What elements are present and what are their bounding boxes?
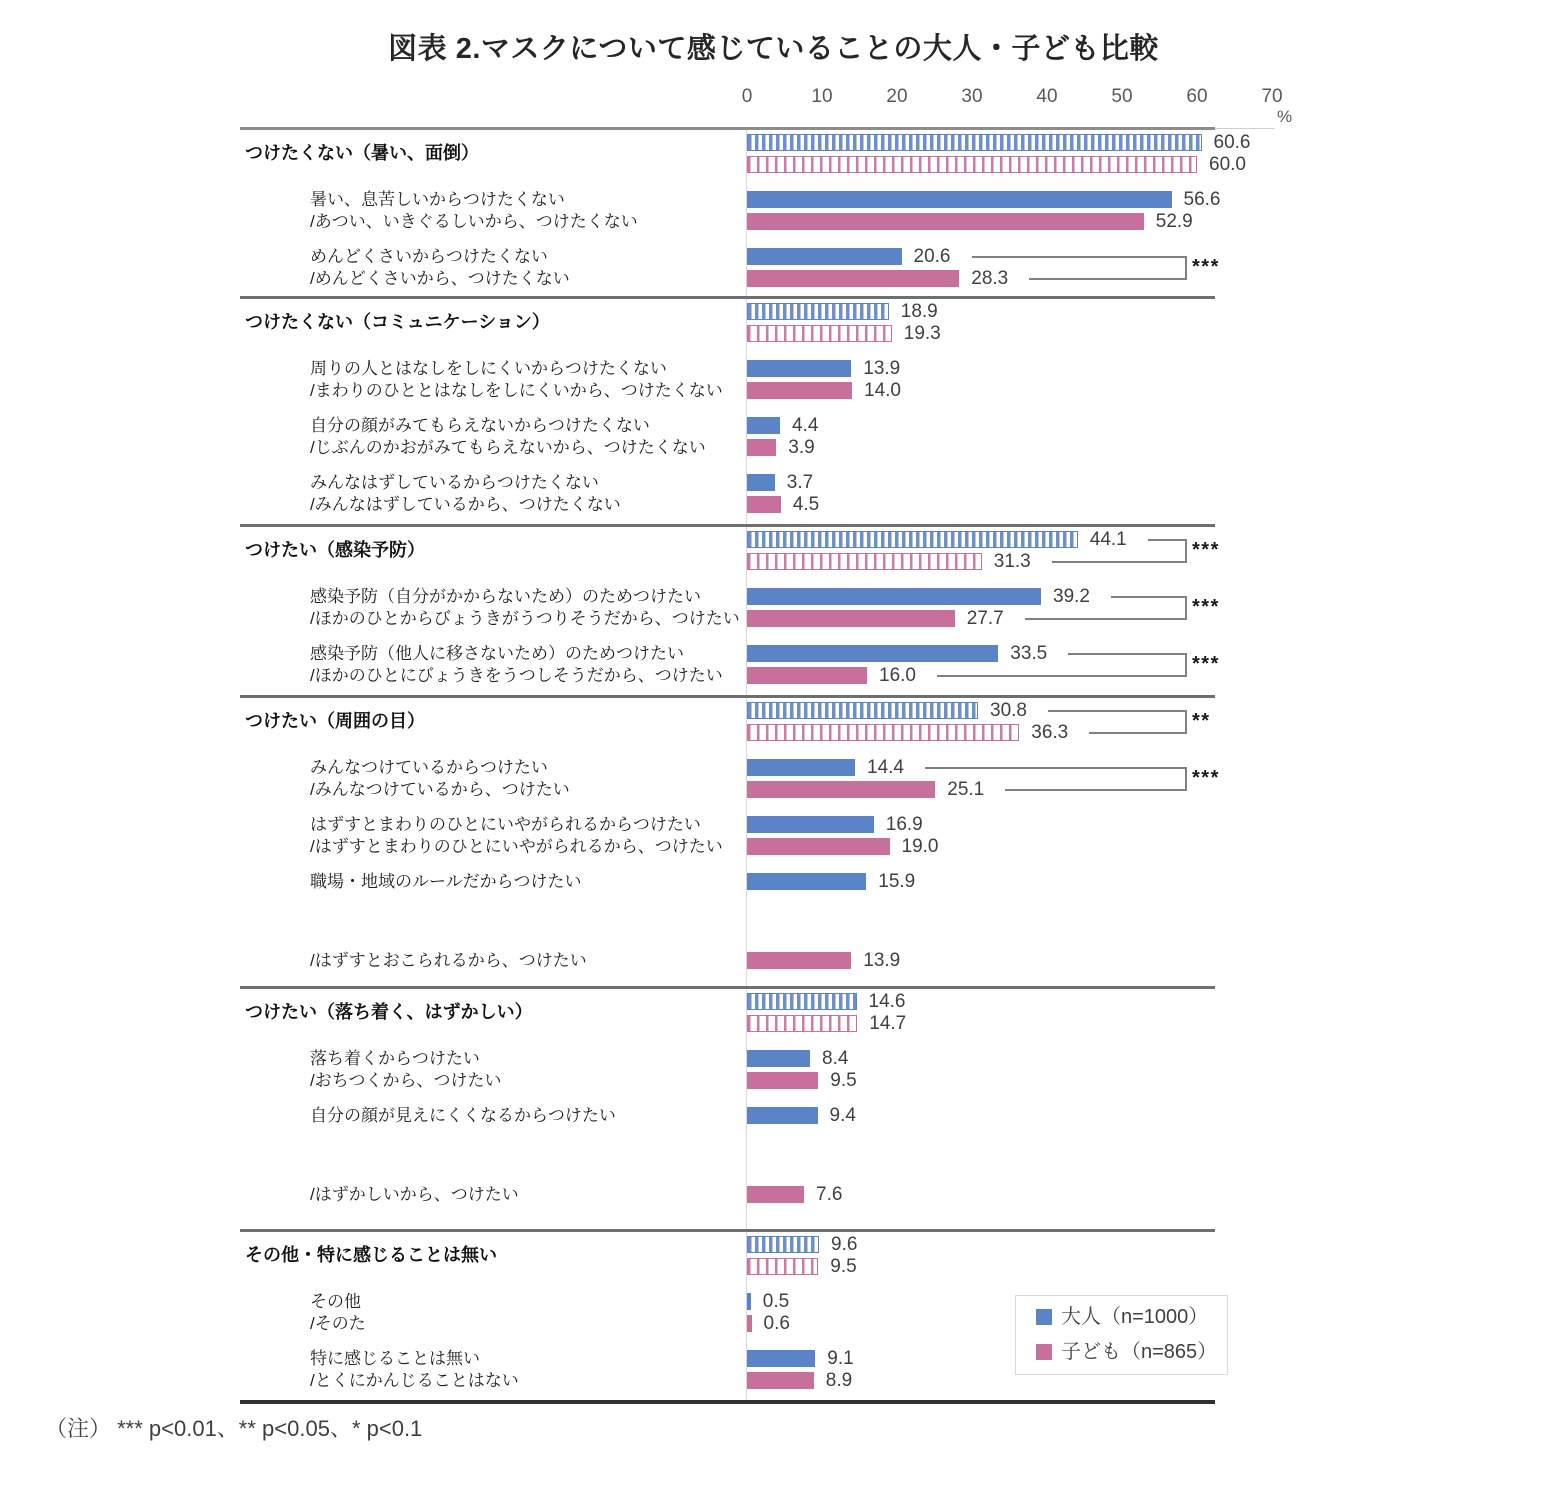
section-divider xyxy=(240,695,1215,698)
category-label-adult: 暑い、息苦しいからつけたくない xyxy=(310,190,565,209)
axis-unit-label: % xyxy=(1277,107,1293,126)
legend xyxy=(1015,1295,1228,1375)
axis-tick-label: 20 xyxy=(886,86,908,107)
adult-bar-hatched xyxy=(747,303,889,320)
value-label: 60.0 xyxy=(1209,154,1246,175)
section-divider xyxy=(240,524,1215,527)
category-label-child: /そのた xyxy=(310,1314,366,1333)
child-bar-hatched xyxy=(747,1015,857,1032)
axis-tick-label: 40 xyxy=(1036,86,1058,107)
legend-label: 大人（n=1000） xyxy=(1061,1306,1209,1328)
adult-bar xyxy=(747,873,866,890)
child-bar-hatched xyxy=(747,553,982,570)
significance-bracket-top xyxy=(925,767,1185,769)
value-label: 25.1 xyxy=(947,779,985,800)
significance-bracket-top xyxy=(1068,653,1185,655)
child-bar xyxy=(747,213,1144,230)
value-label: 14.7 xyxy=(869,1013,907,1034)
value-label: 14.6 xyxy=(868,991,906,1012)
category-label-adult: 自分の顔が見えにくくなるからつけたい xyxy=(310,1106,616,1125)
value-label: 0.5 xyxy=(762,1291,790,1312)
chart-bottom-border xyxy=(240,1400,1215,1404)
value-label: 3.9 xyxy=(788,437,815,458)
category-label-adult: 感染予防（他人に移さないため）のためつけたい xyxy=(310,644,684,663)
value-label: 56.6 xyxy=(1183,189,1221,210)
significance-bracket-bottom xyxy=(1052,561,1185,563)
adult-bar-hatched xyxy=(747,531,1078,548)
legend-label: 子ども（n=865） xyxy=(1061,1341,1218,1363)
axis-tick-label: 60 xyxy=(1186,86,1208,107)
value-label: 52.9 xyxy=(1155,211,1193,232)
significance-stars: *** xyxy=(1192,653,1220,675)
significance-bracket-bottom xyxy=(1005,789,1185,791)
value-label: 44.1 xyxy=(1089,529,1127,550)
category-label-child: /おちつくから、つけたい xyxy=(310,1071,502,1090)
child-bar-hatched xyxy=(747,1258,818,1275)
significance-bracket-bottom xyxy=(1029,278,1185,280)
value-label: 16.9 xyxy=(885,814,923,835)
significance-bracket-right xyxy=(1185,596,1187,620)
value-label: 13.9 xyxy=(863,950,901,971)
value-label: 28.3 xyxy=(971,268,1009,289)
category-label-adult: みんなつけているからつけたい xyxy=(310,758,548,777)
adult-bar xyxy=(747,759,855,776)
significance-bracket-top xyxy=(1148,539,1185,541)
value-label: 18.9 xyxy=(900,301,938,322)
child-bar xyxy=(747,1372,814,1389)
category-label-adult: 周りの人とはなしをしにくいからつけたくない xyxy=(310,359,667,378)
category-label-child: /あつい、いきぐるしいから、つけたくない xyxy=(310,212,638,231)
child-bar-hatched xyxy=(747,156,1197,173)
significance-bracket-right xyxy=(1185,653,1187,677)
value-label: 0.6 xyxy=(763,1313,790,1334)
category-label-child: /みんなはずしているから、つけたくない xyxy=(310,495,621,514)
category-label-child: /はずかしいから、つけたい xyxy=(310,1185,519,1204)
section-header-label: つけたい（落ち着く、はずかしい） xyxy=(245,1002,533,1022)
value-label: 20.6 xyxy=(913,246,951,267)
significance-stars: *** xyxy=(1192,767,1220,789)
legend-swatch xyxy=(1036,1309,1052,1325)
value-label: 60.6 xyxy=(1213,132,1251,153)
child-bar xyxy=(747,781,935,798)
axis-tick-label: 0 xyxy=(741,86,753,107)
category-label-child: /じぶんのかおがみてもらえないから、つけたくない xyxy=(310,438,706,457)
child-bar xyxy=(747,270,959,287)
adult-bar xyxy=(747,1050,810,1067)
value-label: 7.6 xyxy=(816,1184,843,1205)
category-label-adult: はずすとまわりのひとにいやがられるからつけたい xyxy=(310,815,701,834)
axis-tick-label: 70 xyxy=(1261,86,1283,107)
value-label: 31.3 xyxy=(993,551,1031,572)
significance-bracket-top xyxy=(1048,710,1185,712)
section-divider xyxy=(240,296,1215,299)
category-label-adult: 特に感じることは無い xyxy=(310,1349,480,1368)
value-label: 14.4 xyxy=(867,757,904,778)
category-label-adult: その他 xyxy=(310,1292,361,1311)
adult-bar xyxy=(747,191,1172,208)
category-label-child: /はずすとおこられるから、つけたい xyxy=(310,951,587,970)
adult-bar xyxy=(747,248,902,265)
value-label: 9.5 xyxy=(830,1256,857,1277)
value-label: 33.5 xyxy=(1010,643,1048,664)
value-label: 3.7 xyxy=(786,472,814,493)
axis-tick-label: 10 xyxy=(811,86,833,107)
significance-bracket-right xyxy=(1185,767,1187,791)
section-header-label: つけたい（周囲の目） xyxy=(245,711,425,731)
value-label: 4.5 xyxy=(792,494,820,515)
chart-title: 図表 2.マスクについて感じていることの大人・子ども比較 xyxy=(388,33,1159,65)
category-label-child: /まわりのひととはなしをしにくいから、つけたくない xyxy=(310,381,723,400)
axis-tick-label: 50 xyxy=(1111,86,1133,107)
section-header-label: つけたくない（コミュニケーション） xyxy=(245,312,550,332)
child-bar xyxy=(747,382,852,399)
child-bar-hatched xyxy=(747,724,1019,741)
child-bar xyxy=(747,610,955,627)
category-label-child: /はずすとまわりのひとにいやがられるから、つけたい xyxy=(310,837,723,856)
significance-bracket-top xyxy=(972,256,1186,258)
significance-bracket-right xyxy=(1185,710,1187,734)
child-bar xyxy=(747,1072,818,1089)
adult-bar xyxy=(747,1107,818,1124)
section-header-label: つけたくない（暑い、面倒） xyxy=(245,143,479,163)
category-label-adult: めんどくさいからつけたくない xyxy=(310,247,548,266)
category-label-child: /めんどくさいから、つけたくない xyxy=(310,269,570,288)
value-label: 19.0 xyxy=(901,836,939,857)
child-bar xyxy=(747,952,851,969)
significance-stars: *** xyxy=(1192,539,1220,561)
section-divider xyxy=(240,127,1215,130)
child-bar xyxy=(747,667,867,684)
significance-bracket-bottom xyxy=(1025,618,1185,620)
child-bar-hatched xyxy=(747,325,892,342)
category-label-child: /みんなつけているから、つけたい xyxy=(310,780,570,799)
significance-stars: *** xyxy=(1192,256,1220,278)
adult-bar-hatched xyxy=(747,993,857,1010)
axis-line xyxy=(1215,128,1275,129)
value-label: 19.3 xyxy=(903,323,941,344)
value-label: 13.9 xyxy=(863,358,901,379)
legend-swatch xyxy=(1036,1344,1052,1360)
adult-bar-hatched xyxy=(747,134,1202,151)
adult-bar xyxy=(747,588,1041,605)
category-label-adult: 感染予防（自分がかからないため）のためつけたい xyxy=(310,587,701,606)
value-label: 4.4 xyxy=(792,415,819,436)
child-bar xyxy=(747,1186,804,1203)
value-label: 8.4 xyxy=(822,1048,849,1069)
adult-bar-hatched xyxy=(747,1236,819,1253)
value-label: 9.4 xyxy=(829,1105,856,1126)
category-label-adult: みんなはずしているからつけたくない xyxy=(310,473,599,492)
value-label: 14.0 xyxy=(864,380,901,401)
value-label: 30.8 xyxy=(990,700,1027,721)
adult-bar xyxy=(747,816,874,833)
significance-note: （注） *** p<0.01、** p<0.05、* p<0.1 xyxy=(45,1416,423,1441)
category-label-adult: 自分の顔がみてもらえないからつけたくない xyxy=(310,416,650,435)
category-label-child: /ほかのひとからびょうきがうつりそうだから、つけたい xyxy=(310,609,740,628)
axis-tick-label: 30 xyxy=(961,86,983,107)
adult-bar xyxy=(747,360,851,377)
significance-stars: ** xyxy=(1192,710,1211,732)
value-label: 9.1 xyxy=(827,1348,854,1369)
value-label: 9.6 xyxy=(831,1234,858,1255)
section-divider xyxy=(240,986,1215,989)
value-label: 27.7 xyxy=(966,608,1004,629)
significance-stars: *** xyxy=(1192,596,1220,618)
adult-bar-hatched xyxy=(747,702,978,719)
category-label-child: /ほかのひとにびょうきをうつしそうだから、つけたい xyxy=(310,666,723,685)
category-label-adult: 落ち着くからつけたい xyxy=(310,1049,480,1068)
value-label: 16.0 xyxy=(879,665,916,686)
value-label: 36.3 xyxy=(1031,722,1069,743)
section-header-label: その他・特に感じることは無い xyxy=(245,1245,497,1265)
adult-bar xyxy=(747,1350,815,1367)
adult-bar xyxy=(747,645,998,662)
significance-bracket-top xyxy=(1111,596,1185,598)
value-label: 39.2 xyxy=(1053,586,1090,607)
significance-bracket-right xyxy=(1185,256,1187,280)
section-header-label: つけたい（感染予防） xyxy=(245,540,425,560)
value-label: 15.9 xyxy=(878,871,916,892)
child-bar xyxy=(747,838,890,855)
significance-bracket-bottom xyxy=(1089,732,1185,734)
value-label: 9.5 xyxy=(830,1070,857,1091)
significance-bracket-bottom xyxy=(937,675,1185,677)
category-label-child: /とくにかんじることはない xyxy=(310,1371,519,1390)
section-divider xyxy=(240,1229,1215,1232)
significance-bracket-right xyxy=(1185,539,1187,563)
category-label-adult: 職場・地域のルールだからつけたい xyxy=(310,872,582,891)
value-label: 8.9 xyxy=(825,1370,853,1391)
